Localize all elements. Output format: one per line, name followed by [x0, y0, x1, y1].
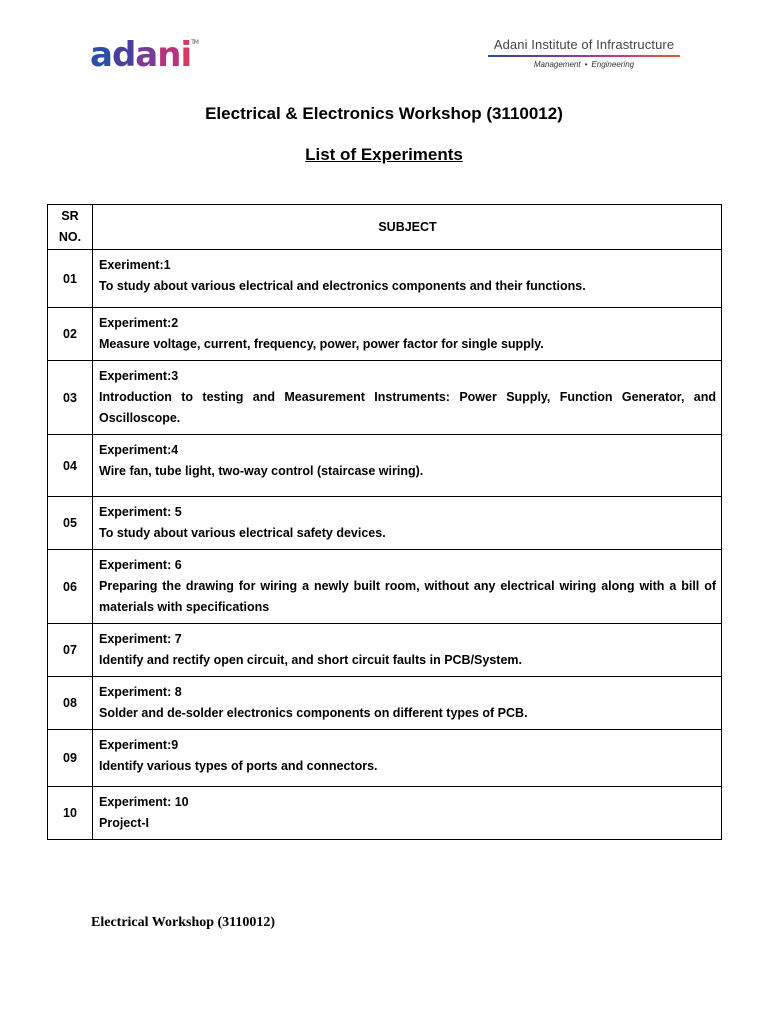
subject-cell: [93, 550, 722, 624]
table-row: [48, 550, 722, 624]
list-title: List of Experiments: [305, 145, 463, 164]
table-row: [48, 497, 722, 550]
subject-cell: [93, 435, 722, 497]
sr-cell: 10: [48, 787, 93, 840]
experiment-title: Experiment:4: [99, 443, 179, 457]
institute-logo: [488, 37, 680, 69]
trademark-mark: TM: [191, 39, 198, 46]
experiment-description: Wire fan, tube light, two-way control (staircase wiring).: [99, 464, 424, 478]
logo-letter: a: [135, 35, 158, 75]
sr-cell: 08: [48, 677, 93, 730]
subject-cell: [93, 787, 722, 840]
experiment-description: To study about various electrical safety devices.: [99, 526, 386, 540]
subject-cell: [93, 250, 722, 308]
subject-header: SUBJECT: [93, 205, 722, 250]
sr-cell: 05: [48, 497, 93, 550]
table-header-row: [48, 205, 722, 250]
tagline-management: Management: [533, 60, 581, 69]
table-row: [48, 308, 722, 361]
table-row: [48, 787, 722, 840]
experiment-description: Identify various types of ports and connectors.: [99, 759, 378, 773]
subject-cell: [93, 308, 722, 361]
experiment-description: Solder and de-solder electronics components on different types of PCB.: [99, 706, 528, 720]
experiment-description: Identify and rectify open circuit, and short circuit faults in PCB/System.: [99, 653, 522, 667]
experiment-title: Experiment:2: [99, 316, 179, 330]
table-row: [48, 730, 722, 787]
adani-logo: [90, 35, 198, 75]
institute-divider: [488, 55, 680, 57]
experiment-title: Experiment:9: [99, 738, 179, 752]
experiment-title: Experiment: 5: [99, 505, 182, 519]
experiment-title: Experiment: 8: [99, 685, 182, 699]
experiments-table: [47, 204, 722, 840]
table-row: [48, 435, 722, 497]
experiment-description: To study about various electrical and electronics components and their functions.: [99, 279, 586, 293]
subject-cell: [93, 361, 722, 435]
sr-cell: 02: [48, 308, 93, 361]
page-footer: Electrical Workshop (3110012): [91, 915, 276, 930]
subject-cell: [93, 730, 722, 787]
table-row: [48, 677, 722, 730]
logo-letter: d: [111, 35, 136, 75]
sr-cell: 09: [48, 730, 93, 787]
experiment-description: Measure voltage, current, frequency, power, power factor for single supply.: [99, 337, 544, 351]
sr-header-line2: NO.: [58, 230, 82, 244]
experiment-title: Experiment:3: [99, 369, 179, 383]
tagline-engineering: Engineering: [591, 60, 635, 69]
experiment-description: Project-I: [99, 816, 150, 830]
experiment-title: Experiment: 7: [99, 632, 182, 646]
tagline-dot: •: [584, 60, 588, 69]
experiment-title: Experiment: 6: [99, 558, 182, 572]
experiment-description: Preparing the drawing for wiring a newly built room, without any electrical wiring along with a bill of materials with specifications: [99, 579, 716, 614]
sr-cell: 03: [48, 361, 93, 435]
sr-cell: 07: [48, 624, 93, 677]
sr-cell: 04: [48, 435, 93, 497]
sr-cell: 06: [48, 550, 93, 624]
experiment-description: Introduction to testing and Measurement Instruments: Power Supply, Function Generator, and Oscilloscope.: [99, 390, 716, 425]
experiment-title: Experiment: 10: [99, 795, 189, 809]
logo-letter: i: [180, 35, 192, 75]
subject-cell: [93, 677, 722, 730]
table-row: [48, 250, 722, 308]
subject-cell: [93, 497, 722, 550]
table-row: [48, 624, 722, 677]
institute-tagline: [488, 60, 680, 69]
institute-name: Adani Institute of Infrastructure: [493, 37, 675, 52]
sr-no-header: [48, 205, 93, 250]
sr-header-line1: SR: [61, 209, 79, 223]
subject-cell: [93, 624, 722, 677]
sr-cell: 01: [48, 250, 93, 308]
logo-letter: n: [157, 35, 181, 75]
document-title: Electrical & Electronics Workshop (3110012): [205, 104, 563, 123]
table-row: [48, 361, 722, 435]
logo-letter: a: [90, 35, 112, 75]
experiment-title: Exeriment:1: [99, 258, 171, 272]
